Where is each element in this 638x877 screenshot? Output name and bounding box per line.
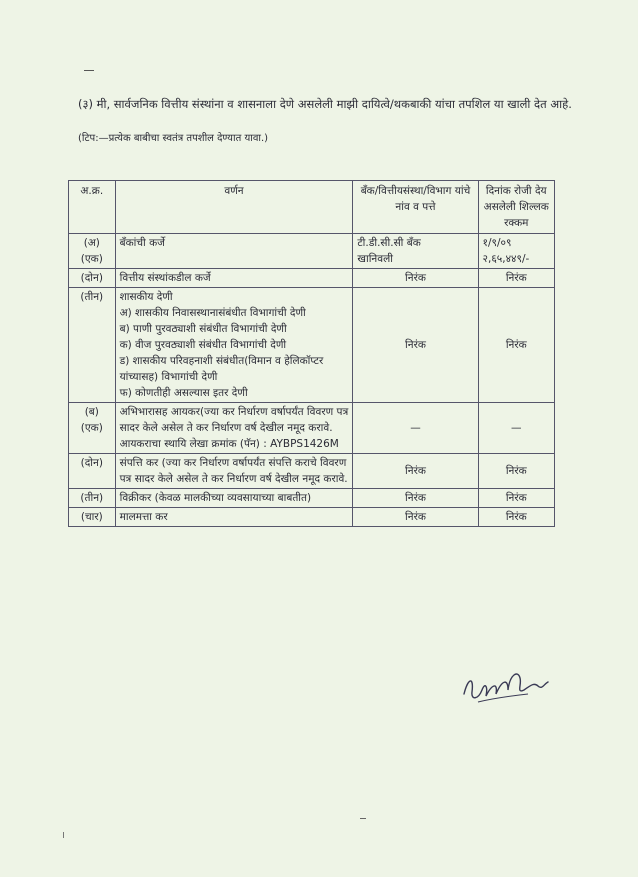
cell-amount	[478, 288, 554, 403]
cell-amount-line: निरंक	[505, 339, 527, 351]
cell-bank	[353, 403, 478, 454]
cell-serial-line: (तीन)	[80, 492, 104, 504]
cell-bank-line: निरंक	[405, 511, 426, 523]
cell-bank	[353, 454, 478, 489]
table-row	[69, 454, 555, 489]
cell-serial	[69, 269, 116, 288]
cell-description-line: ब) पाणी पुरवठ्याशी संबंधीत विभागांची देणी	[119, 323, 287, 335]
cell-amount-line: २,६५,४४९/-	[482, 253, 530, 265]
cell-description-line: मालमत्ता कर	[119, 511, 168, 523]
cell-serial	[69, 454, 116, 489]
cell-description	[115, 508, 353, 527]
cell-amount-line: १/९/०९	[482, 237, 512, 249]
cell-amount	[478, 234, 554, 269]
cell-amount-line: निरंक	[505, 492, 527, 504]
cell-serial	[69, 489, 116, 508]
header-amount: दिनांक रोजी देय असलेली शिल्लक रक्कम	[478, 181, 554, 234]
header-bank: बँक/वित्तीयसंस्था/विभाग यांचे नांव व पत्ते	[353, 181, 478, 234]
cell-bank	[353, 269, 478, 288]
cell-bank	[353, 288, 478, 403]
cell-serial-line: (तीन)	[80, 291, 104, 303]
cell-bank-line: निरंक	[405, 339, 426, 351]
cell-serial-line: (एक)	[80, 253, 103, 265]
cell-description	[115, 288, 353, 403]
cell-bank-line: टी.डी.सी.सी बँक	[357, 237, 421, 249]
section-note: (टिप:—प्रत्येक बाबीचा स्वतंत्र तपशील देण्यात यावा.)	[78, 133, 269, 144]
cell-description-line: अभिभारासह आयकर(ज्या कर निर्धारण वर्षापर्यंत विवरण पत्र सादर केले असेल ते कर निर्धारण वर्ष देखील नमूद करावे. आयकराचा स्थायि लेखा क्रमांक (पॅन) : AYBPS1426M	[119, 406, 349, 450]
cell-bank	[353, 489, 478, 508]
cell-bank	[353, 234, 478, 269]
cell-amount-line: —	[511, 422, 522, 434]
cell-amount	[478, 269, 554, 288]
cell-description-line: संपत्ति कर (ज्या कर निर्धारण वर्षापर्यंत संपत्ति कराचे विवरण पत्र सादर केले असेल ते कर निर्धारण वर्ष देखील नमूद करावे.	[119, 457, 348, 485]
cell-amount-line: निरंक	[505, 465, 527, 477]
cell-serial-line: (दोन)	[80, 457, 103, 469]
table-row	[69, 489, 555, 508]
signature	[458, 664, 554, 712]
cell-description-line: शासकीय देणी	[119, 291, 173, 303]
cell-amount-line: निरंक	[505, 272, 527, 284]
cell-serial	[69, 288, 116, 403]
cell-description-line: क) वीज पुरवठ्याशी संबंधीत विभागांची देणी	[119, 339, 287, 351]
cell-description-line: ड) शासकीय परिवहनाशी संबंधीत(विमान व हेलिकॉप्टर यांच्यासह) विभागांची देणी	[119, 355, 324, 383]
header-description: वर्णन	[115, 181, 353, 234]
cell-serial	[69, 234, 116, 269]
cell-serial-line: (ब)	[84, 406, 99, 418]
cell-description	[115, 489, 353, 508]
cell-bank	[353, 508, 478, 527]
table-header-row	[69, 181, 555, 234]
liabilities-table	[68, 180, 555, 527]
cell-description	[115, 454, 353, 489]
cell-serial	[69, 508, 116, 527]
table-body	[69, 234, 555, 527]
cell-bank-line: निरंक	[405, 465, 426, 477]
cell-amount	[478, 454, 554, 489]
cell-description	[115, 269, 353, 288]
cell-amount-line: निरंक	[505, 511, 527, 523]
table-row	[69, 234, 555, 269]
cell-serial-line: (अ)	[83, 237, 100, 249]
cell-bank-line: खानिवली	[357, 253, 393, 265]
cell-serial-line: (एक)	[80, 422, 103, 434]
cell-serial-line: (दोन)	[80, 272, 103, 284]
cell-amount	[478, 403, 554, 454]
cell-serial	[69, 403, 116, 454]
cell-bank-line: निरंक	[405, 492, 426, 504]
cell-description	[115, 403, 353, 454]
cell-description-line: वित्तीय संस्थांकडील कर्जे	[119, 272, 211, 284]
cell-bank-line: निरंक	[405, 272, 426, 284]
cell-serial-line: (चार)	[80, 511, 103, 523]
cell-description-line: अ) शासकीय निवासस्थानासंबंधीत विभागांची देणी	[119, 307, 306, 319]
table-row	[69, 508, 555, 527]
cell-amount	[478, 489, 554, 508]
cell-bank-line: —	[410, 422, 421, 434]
stray-mark	[60, 832, 64, 838]
cell-amount	[478, 508, 554, 527]
header-serial: अ.क्र.	[69, 181, 116, 234]
cell-description-line: फ) कोणतीही असल्यास इतर देणी	[119, 387, 248, 399]
stray-mark	[360, 818, 366, 819]
cell-description-line: विक्रीकर (केवळ मालकीच्या व्यवसायाच्या बाबतीत)	[119, 492, 312, 504]
table-row	[69, 288, 555, 403]
section-heading: (३) मी, सार्वजनिक वित्तीय संस्थांना व शासनाला देणे असलेली माझी दायित्वे/थकबाकी यांचा तपशिल या खाली देत आहे.	[78, 97, 572, 111]
table-row	[69, 403, 555, 454]
cell-description	[115, 234, 353, 269]
cell-description-line: बँकांची कर्जे	[119, 237, 165, 249]
stray-mark	[84, 70, 94, 71]
table-row	[69, 269, 555, 288]
